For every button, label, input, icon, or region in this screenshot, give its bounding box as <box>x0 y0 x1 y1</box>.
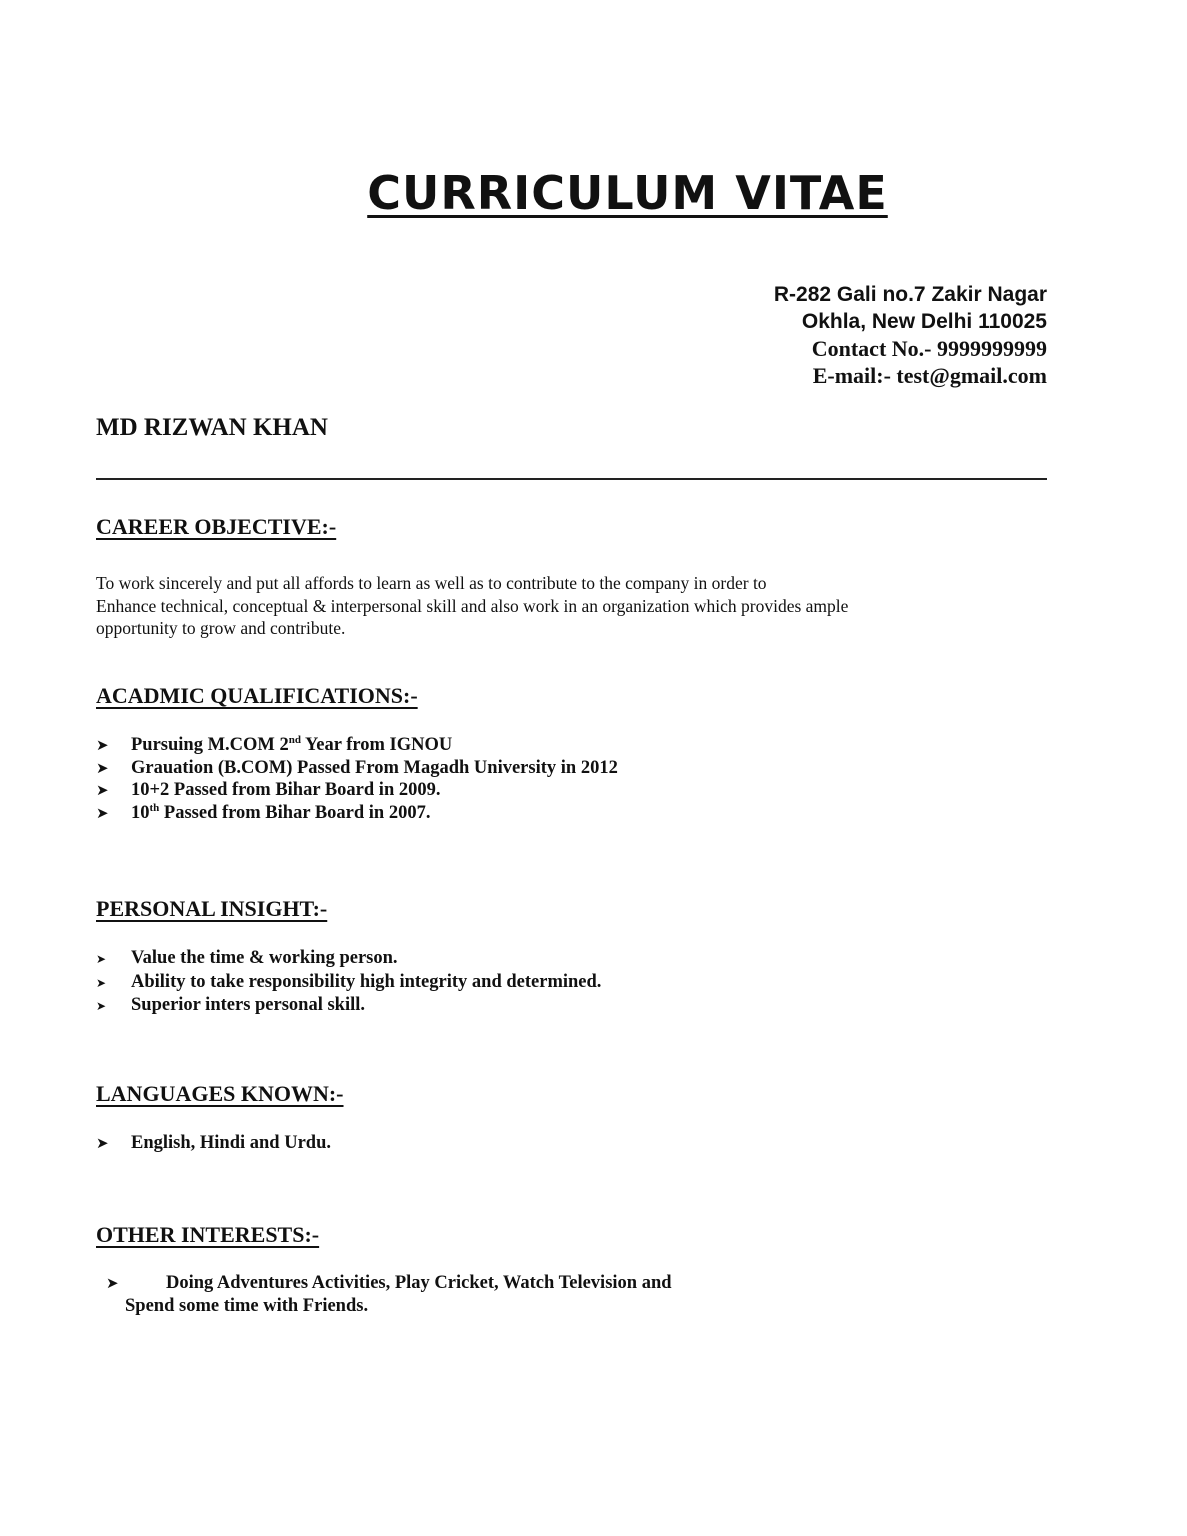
arrowhead-bullet-icon: ➤ <box>96 1134 109 1152</box>
address-line-1: R-282 Gali no.7 Zakir Nagar <box>773 283 1047 306</box>
item-text: English, Hindi and Urdu. <box>131 1133 331 1153</box>
item-text: Value the time & working person. <box>131 948 398 968</box>
list-item <box>96 947 601 971</box>
arrowhead-bullet-icon: ➤ <box>106 1274 119 1292</box>
item-text: Grauation (B.COM) Passed From Magadh University in 2012 <box>131 757 618 778</box>
arrowhead-bullet-icon: ➤ <box>96 803 109 822</box>
item-text: 10th Passed from Bihar Board in 2007. <box>131 801 431 823</box>
arrowhead-bullet-icon: ➤ <box>96 952 107 966</box>
objective-line: opportunity to grow and contribute. <box>96 618 346 638</box>
languages-known-heading: LANGUAGES KNOWN:- <box>96 1081 344 1106</box>
arrowhead-bullet-icon: ➤ <box>96 999 107 1014</box>
academic-qualifications-list <box>96 734 618 824</box>
list-item <box>96 734 618 757</box>
list-item <box>96 994 601 1018</box>
item-text: Pursuing M.COM 2nd Year from IGNOU <box>131 734 453 755</box>
list-item <box>96 971 601 995</box>
other-interests-text <box>106 1272 672 1317</box>
interests-line-2: Spend some time with Friends. <box>125 1295 369 1316</box>
objective-line: To work sincerely and put all affords to learn as well as to contribute to the company in order to <box>96 573 767 593</box>
objective-line: Enhance technical, conceptual & interpersonal skill and also work in an organization which provides ample <box>96 595 849 616</box>
superscript: nd <box>288 734 302 746</box>
career-objective-heading: CAREER OBJECTIVE:- <box>96 514 337 539</box>
arrowhead-bullet-icon: ➤ <box>96 781 109 800</box>
item-text: Ability to take responsibility high integrity and determined. <box>131 971 602 992</box>
email-address: E-mail:- test@gmail.com <box>812 363 1047 388</box>
arrowhead-bullet-icon: ➤ <box>96 975 107 990</box>
item-text: 10+2 Passed from Bihar Board in 2009. <box>131 780 441 801</box>
item-text: Doing Adventures Activities, Play Cricket, Watch Television and <box>166 1273 672 1293</box>
other-interests-heading: OTHER INTERESTS:- <box>96 1222 320 1247</box>
list-item <box>96 779 618 802</box>
document-title: CURRICULUM VITAE <box>367 166 888 220</box>
personal-insight-list <box>96 947 601 1018</box>
arrowhead-bullet-icon: ➤ <box>96 736 109 754</box>
candidate-name: MD RIZWAN KHAN <box>96 414 328 441</box>
superscript: th <box>149 801 160 814</box>
list-item <box>96 757 618 780</box>
career-objective-text <box>96 572 1056 640</box>
address-block <box>774 281 1047 389</box>
list-item <box>96 1132 331 1155</box>
arrowhead-bullet-icon: ➤ <box>96 758 109 777</box>
interests-line-1 <box>106 1272 672 1295</box>
personal-insight-heading: PERSONAL INSIGHT:- <box>96 896 328 921</box>
address-line-2: Okhla, New Delhi 110025 <box>801 310 1047 333</box>
academic-qualifications-heading: ACADMIC QUALIFICATIONS:- <box>96 683 418 708</box>
contact-number: Contact No.- 9999999999 <box>811 336 1047 361</box>
list-item <box>96 802 618 825</box>
name-divider <box>96 478 1047 480</box>
languages-list <box>96 1132 331 1155</box>
item-text: Superior inters personal skill. <box>131 995 366 1016</box>
